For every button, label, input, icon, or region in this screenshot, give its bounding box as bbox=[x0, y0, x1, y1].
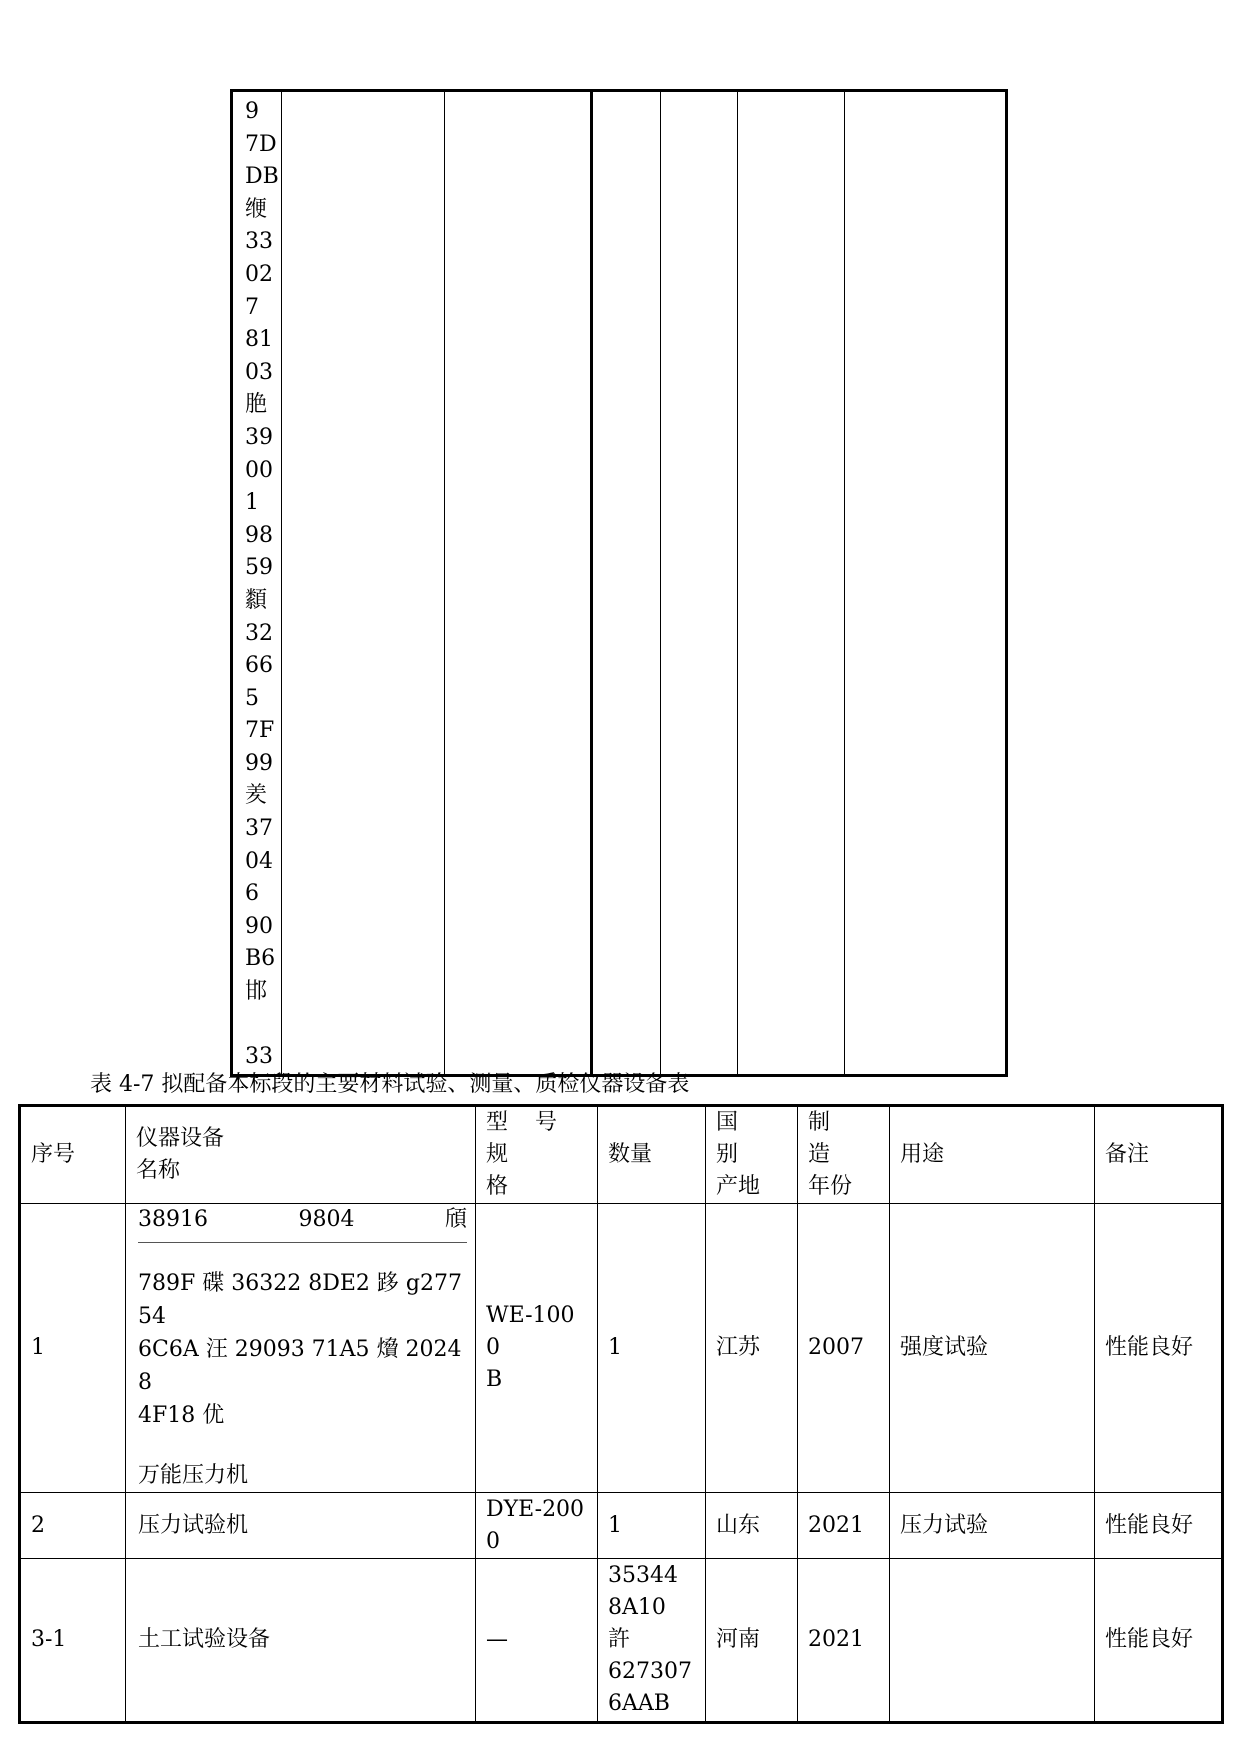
cell-model bbox=[476, 1204, 598, 1493]
cell-use bbox=[890, 1559, 1095, 1723]
cell-name: 土工试验设备 bbox=[126, 1559, 476, 1723]
first-column-line: 7D bbox=[245, 131, 277, 157]
cell-origin: 河南 bbox=[706, 1559, 798, 1723]
name-top-right: 頎 bbox=[444, 1207, 467, 1232]
name-mid-line: 4F18 优 bbox=[138, 1403, 225, 1428]
first-column-line: 81 bbox=[245, 327, 273, 353]
first-column-line: 9 bbox=[245, 99, 259, 124]
first-column-line: 98 bbox=[245, 522, 273, 548]
header-origin-line1: 国 别 bbox=[716, 1110, 749, 1167]
first-column-line: 66 bbox=[245, 653, 273, 679]
qty-line: 6AAB bbox=[608, 1691, 670, 1716]
qty-line: 35344 bbox=[608, 1563, 678, 1588]
cell-note: 性能良好 bbox=[1095, 1204, 1223, 1493]
header-year bbox=[798, 1106, 890, 1204]
first-column-line: 32 bbox=[245, 620, 273, 646]
header-name-line2: 名称 bbox=[136, 1158, 181, 1183]
first-column-line: 59 bbox=[245, 555, 273, 581]
first-column-line: 03 bbox=[245, 359, 273, 385]
first-column-line: 33 bbox=[245, 1044, 273, 1070]
header-seq: 序号 bbox=[20, 1106, 126, 1204]
cell-year: 2021 bbox=[798, 1559, 890, 1723]
cell-name: 压力试验机 bbox=[126, 1493, 476, 1559]
continued-cell bbox=[738, 91, 845, 1076]
model-line1: WE-1000 bbox=[486, 1303, 575, 1360]
cell-model bbox=[476, 1493, 598, 1559]
table-caption: 表 4-7 拟配备本标段的主要材料试验、测量、质检仪器设备表 bbox=[90, 1072, 690, 1097]
name-mid-line: 6C6A 汪 29093 71A5 燲 20248 bbox=[138, 1337, 462, 1395]
first-column-line: 1 bbox=[245, 490, 259, 516]
continued-cell bbox=[592, 91, 661, 1076]
header-model bbox=[476, 1106, 598, 1204]
first-column-line: 33 bbox=[245, 229, 273, 255]
cell-qty: 1 bbox=[598, 1493, 706, 1559]
cell-note: 性能良好 bbox=[1095, 1559, 1223, 1723]
first-column-line: 羑 bbox=[245, 783, 268, 809]
first-column-line: 6 bbox=[245, 881, 259, 907]
header-name-line1: 仪器设备 bbox=[136, 1126, 225, 1151]
first-column-line: 99 bbox=[245, 750, 273, 776]
cell-name bbox=[126, 1204, 476, 1493]
first-column-line: 邯 bbox=[245, 979, 268, 1005]
qty-line: 8A10 bbox=[608, 1595, 666, 1620]
header-name bbox=[126, 1106, 476, 1204]
continued-first-column bbox=[232, 91, 282, 1076]
cell-model: — bbox=[476, 1559, 598, 1723]
first-column-lines bbox=[233, 92, 281, 1074]
header-row bbox=[20, 1106, 1223, 1204]
equipment-table bbox=[18, 1104, 1224, 1724]
header-qty: 数量 bbox=[598, 1106, 706, 1204]
cell-year: 2021 bbox=[798, 1493, 890, 1559]
cell-seq: 1 bbox=[20, 1204, 126, 1493]
cell-use: 压力试验 bbox=[890, 1493, 1095, 1559]
continued-cell bbox=[282, 91, 445, 1076]
model-line1: DYE-200 bbox=[486, 1496, 585, 1522]
first-column-line: 02 bbox=[245, 261, 273, 287]
header-note: 备注 bbox=[1095, 1106, 1223, 1204]
name-mid-line: 789F 碟 36322 8DE2 跢 g27754 bbox=[138, 1271, 462, 1329]
first-column-line: 纇 bbox=[245, 587, 268, 613]
header-model-line2: 格 bbox=[486, 1174, 509, 1199]
cell-year: 2007 bbox=[798, 1204, 890, 1493]
header-origin bbox=[706, 1106, 798, 1204]
first-column-line: 90 bbox=[245, 913, 273, 939]
first-column-line: 04 bbox=[245, 848, 273, 874]
name-bottom-line: 万能压力机 bbox=[138, 1463, 249, 1488]
cell-origin: 江苏 bbox=[706, 1204, 798, 1493]
table-row bbox=[20, 1493, 1223, 1559]
first-column-line: 00 bbox=[245, 457, 273, 483]
table-row bbox=[20, 1204, 1223, 1493]
first-column-line: 7F bbox=[245, 718, 275, 744]
header-use: 用途 bbox=[890, 1106, 1095, 1204]
first-column-line: B6 bbox=[245, 946, 276, 972]
header-year-line1: 制 造 bbox=[808, 1110, 841, 1167]
cell-use: 强度试验 bbox=[890, 1204, 1095, 1493]
first-column-line: 37 bbox=[245, 816, 273, 842]
cell-origin: 山东 bbox=[706, 1493, 798, 1559]
name-top-line bbox=[138, 1204, 467, 1243]
model-line2: B bbox=[486, 1367, 503, 1392]
first-column-line: DB bbox=[245, 164, 279, 190]
first-column-line bbox=[245, 1009, 281, 1042]
continued-cell bbox=[445, 91, 592, 1076]
cell-seq: 3-1 bbox=[20, 1559, 126, 1723]
header-origin-line2: 产地 bbox=[716, 1174, 761, 1199]
qty-line: 許 bbox=[608, 1627, 631, 1652]
first-column-line: 缏 bbox=[245, 196, 268, 222]
first-column-line: 5 bbox=[245, 685, 259, 711]
continued-cell bbox=[661, 91, 738, 1076]
qty-line: 627307 bbox=[608, 1659, 692, 1684]
continued-cell bbox=[845, 91, 1007, 1076]
first-column-line: 39 bbox=[245, 424, 273, 450]
cell-seq: 2 bbox=[20, 1493, 126, 1559]
header-model-line1: 型 号 规 bbox=[486, 1110, 567, 1167]
table-row bbox=[20, 1559, 1223, 1723]
model-line2: 0 bbox=[486, 1528, 500, 1554]
first-column-line: 脃 bbox=[245, 392, 268, 418]
header-year-line2: 年份 bbox=[808, 1174, 853, 1199]
cell-note: 性能良好 bbox=[1095, 1493, 1223, 1559]
name-top-left: 38916 bbox=[138, 1207, 208, 1232]
name-top-mid: 9804 bbox=[298, 1207, 355, 1232]
first-column-line: 7 bbox=[245, 294, 259, 320]
cell-qty bbox=[598, 1559, 706, 1723]
cell-qty: 1 bbox=[598, 1204, 706, 1493]
continued-table bbox=[230, 89, 1008, 1077]
